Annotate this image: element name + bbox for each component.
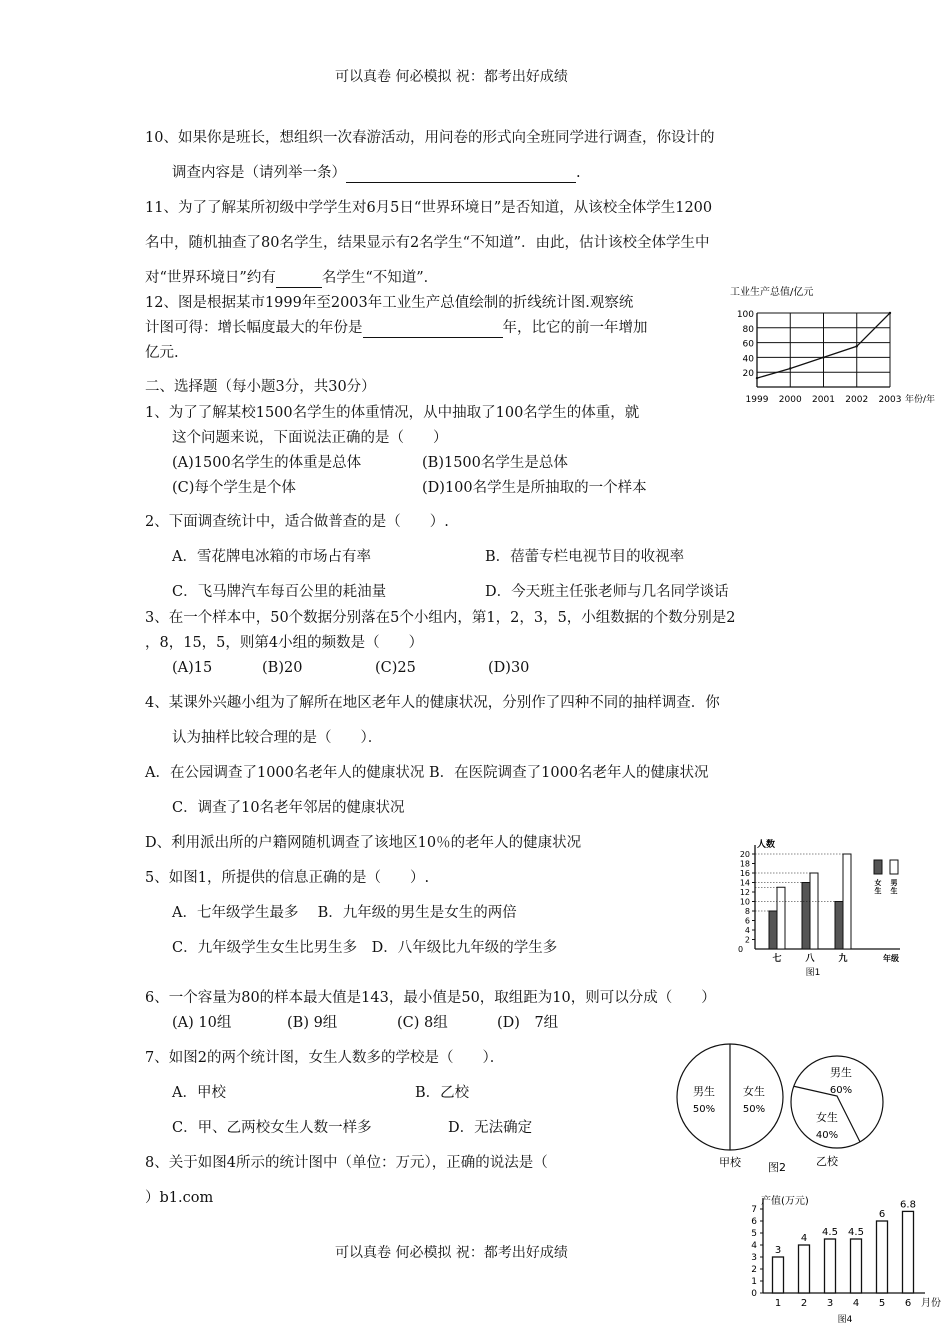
bar <box>877 1221 888 1293</box>
x-tick-label: 6 <box>904 1298 912 1309</box>
mc8-stem-line2: ）b1.com <box>145 1190 214 1206</box>
bar-value-label: 6.8 <box>900 1199 916 1211</box>
y-tick-label: 2 <box>751 1265 757 1275</box>
y-tick-label: 4 <box>751 1241 757 1251</box>
y-tick-label: 60 <box>742 339 754 350</box>
y-tick-label: 80 <box>742 324 754 335</box>
mc5-stem: 5、如图1，所提供的信息正确的是（ ）. <box>145 870 430 886</box>
y-tick-label: 10 <box>739 897 750 907</box>
q10-period: . <box>576 165 581 181</box>
x-axis-label: 月份 <box>921 1298 941 1309</box>
y-tick-label: 1 <box>751 1277 757 1287</box>
bar-female <box>835 902 843 950</box>
bar-male <box>810 873 818 949</box>
y-tick-label: 4 <box>744 926 750 935</box>
q12-suffix: 年，比它的前一年增加 <box>502 320 648 336</box>
mc4-stem-line1: 4、某课外兴趣小组为了解所在地区老年人的健康状况，分别作了四种不同的抽样调查．你 <box>145 695 720 711</box>
mc5-options-cd[interactable]: C．九年级学生女生比男生多 D．八年级比九年级的学生多 <box>172 940 558 956</box>
x-tick-label: 2003 <box>878 395 902 405</box>
x-tick-label: 2 <box>800 1298 808 1309</box>
y-tick-label: 40 <box>742 354 754 365</box>
chart-title: 工业生产总值/亿元 <box>730 287 814 298</box>
mc8-stem-line1: 8、关于如图4所示的统计图中（单位：万元），正确的说法是（ <box>145 1155 548 1171</box>
y-tick-label: 100 <box>736 310 754 320</box>
y-tick-label: 6 <box>744 916 750 926</box>
bar-value-label: 4.5 <box>848 1227 864 1238</box>
q12-line1: 12、图是根据某市1999年至2003年工业生产总值绘制的折线统计图.观察统 <box>145 295 634 311</box>
mc6-option-b[interactable]: (B) 9组 <box>287 1015 338 1031</box>
slice-percent: 60% <box>829 1085 853 1096</box>
x-tick-label: 九 <box>838 954 848 964</box>
mc2-option-b[interactable]: B．蓓蕾专栏电视节目的收视率 <box>485 549 685 565</box>
data-point <box>822 356 824 358</box>
bar-female <box>802 883 810 950</box>
q12-line2 <box>145 318 648 338</box>
mc4-stem-line2: 认为抽样比较合理的是（ ）． <box>172 730 383 746</box>
answer-blank[interactable] <box>276 272 322 288</box>
mc1-option-a[interactable]: (A)1500名学生的体重是总体 <box>172 455 362 471</box>
mc5-options-ab[interactable]: A．七年级学生最多 B．九年级的男生是女生的两倍 <box>172 905 517 921</box>
pie-name: 甲校 <box>719 1156 741 1169</box>
bar <box>851 1239 862 1293</box>
mc3-stem-line2: ，8，15，5，则第4小组的频数是（ ） <box>145 635 424 651</box>
data-point <box>789 367 791 369</box>
mc2-option-a[interactable]: A．雪花牌电冰箱的市场占有率 <box>172 549 371 565</box>
monthly-output-bar-chart <box>735 1190 945 1340</box>
legend-swatch-female <box>874 860 882 874</box>
bar-value-label: 3 <box>774 1245 782 1256</box>
slice-percent: 40% <box>815 1130 839 1141</box>
q12-line3: 亿元. <box>145 345 179 361</box>
q11-line1: 11、为了了解某所初级中学学生对6月5日“世界环境日”是否知道，从该校全体学生1200 <box>145 200 713 216</box>
q11-prompt: 对“世界环境日”约有 <box>145 270 276 286</box>
mc3-option-d[interactable]: (D)30 <box>488 660 530 676</box>
figure-caption: 图4 <box>837 1315 853 1325</box>
mc4-option-c[interactable]: C．调查了10名老年邻居的健康状况 <box>172 800 405 816</box>
legend-swatch-male <box>890 860 898 874</box>
data-point <box>756 377 758 379</box>
bar-value-label: 4.5 <box>822 1227 838 1238</box>
data-point <box>889 312 891 314</box>
y-tick-label: 18 <box>739 859 750 869</box>
bar-value-label: 4 <box>800 1233 808 1244</box>
mc2-option-c[interactable]: C．飞马牌汽车每百公里的耗油量 <box>172 584 387 600</box>
q11-suffix: 名学生“不知道”． <box>321 270 439 286</box>
q10-prompt: 调查内容是（请列举一条） <box>172 165 346 181</box>
y-tick-label: 7 <box>751 1205 757 1215</box>
y-tick-label: 20 <box>739 850 750 859</box>
bar <box>903 1211 914 1293</box>
mc1-option-d[interactable]: (D)100名学生是所抽取的一个样本 <box>422 480 647 496</box>
x-tick-label: 4 <box>852 1298 860 1309</box>
pie-name: 乙校 <box>816 1155 838 1168</box>
mc7-option-d[interactable]: D．无法确定 <box>448 1120 533 1136</box>
x-tick-label: 3 <box>826 1298 834 1309</box>
page-footer: 可以真卷 何必模拟 祝：都考出好成绩 <box>335 1245 568 1261</box>
y-tick-label: 2 <box>744 935 750 945</box>
section-heading: 二、选择题（每小题3分，共30分） <box>145 379 376 395</box>
legend-label-top: 女 <box>874 879 882 887</box>
y-tick-label: 3 <box>751 1253 757 1263</box>
legend-label-bottom: 生 <box>874 887 882 895</box>
slice-percent: 50% <box>742 1104 766 1115</box>
x-tick-label: 2000 <box>778 395 802 405</box>
x-tick-label: 5 <box>878 1298 886 1309</box>
mc7-option-c[interactable]: C．甲、乙两校女生人数一样多 <box>172 1120 372 1136</box>
mc6-stem: 6、一个容量为80的样本最大值是143，最小值是50，取组距为10，则可以分成（ ） <box>145 990 716 1006</box>
x-tick-label: 1 <box>774 1298 782 1309</box>
y-tick-label: 0 <box>738 945 744 954</box>
mc4-option-d[interactable]: D、利用派出所的户籍网随机调查了该地区10％的老年人的健康状况 <box>145 835 582 851</box>
legend-label-bottom: 生 <box>890 887 898 895</box>
mc3-option-c[interactable]: (C)25 <box>375 660 416 676</box>
figure-caption: 图2 <box>768 1161 786 1174</box>
y-tick-label: 16 <box>739 869 750 878</box>
x-tick-label: 八 <box>805 954 815 964</box>
bar <box>773 1257 784 1293</box>
y-tick-label: 12 <box>739 888 750 897</box>
slice-label: 男生 <box>830 1066 852 1079</box>
bar-male <box>777 887 785 949</box>
y-tick-label: 8 <box>744 907 750 916</box>
q10-line2 <box>172 163 581 183</box>
x-tick-label: 2002 <box>845 395 869 405</box>
x-tick-label: 2001 <box>812 395 835 405</box>
grade-bar-chart <box>735 835 915 980</box>
mc1-stem-line1: 1、为了了解某校1500名学生的体重情况，从中抽取了100名学生的体重，就 <box>145 405 640 421</box>
mc3-stem-line1: 3、在一个样本中，50个数据分别落在5个小组内，第1，2，3，5，小组数据的个数分别是2 <box>145 610 736 626</box>
y-tick-label: 6 <box>751 1217 757 1227</box>
slice-label: 女生 <box>743 1085 765 1098</box>
q11-line2: 名中，随机抽查了80名学生，结果显示有2名学生“不知道”．由此，估计该校全体学生中 <box>145 235 710 251</box>
y-tick-label: 20 <box>742 369 754 380</box>
mc6-option-d[interactable]: (D) 7组 <box>497 1015 559 1031</box>
mc1-option-b[interactable]: (B)1500名学生是总体 <box>422 455 568 471</box>
bar-female <box>769 911 777 949</box>
slice-label: 女生 <box>816 1111 838 1124</box>
mc4-options-ab[interactable]: A．在公园调查了1000名老年人的健康状况 B．在医院调查了1000名老年人的健康状况 <box>145 765 709 781</box>
mc1-option-c[interactable]: (C)每个学生是个体 <box>172 480 296 496</box>
bar <box>799 1245 810 1293</box>
answer-blank[interactable] <box>346 167 576 183</box>
bar <box>825 1239 836 1293</box>
mc3-option-b[interactable]: (B)20 <box>262 660 303 676</box>
x-tick-label: 1999 <box>745 395 769 405</box>
slice-percent: 50% <box>692 1104 716 1115</box>
figure-caption: 图1 <box>805 968 821 978</box>
page-header: 可以真卷 何必模拟 祝：都考出好成绩 <box>335 69 568 85</box>
mc6-option-c[interactable]: (C) 8组 <box>397 1015 448 1031</box>
mc1-stem-line2: 这个问题来说，下面说法正确的是（ ） <box>172 430 448 446</box>
q10-line1: 10、如果你是班长，想组织一次春游活动，用问卷的形式向全班同学进行调查，你设计的 <box>145 130 715 146</box>
mc7-stem: 7、如图2的两个统计图，女生人数多的学校是（ ）． <box>145 1050 505 1066</box>
data-point <box>856 345 858 347</box>
school-pie-charts <box>675 1040 910 1175</box>
mc6-option-a[interactable]: (A) 10组 <box>172 1015 232 1031</box>
y-axis-label: 人数 <box>757 840 776 850</box>
mc2-option-d[interactable]: D．今天班主任张老师与几名同学谈话 <box>485 584 729 600</box>
x-axis-label: 年份/年 <box>905 395 936 405</box>
bar-male <box>843 854 851 949</box>
y-tick-label: 5 <box>751 1229 757 1239</box>
q11-line3 <box>145 268 438 288</box>
mc7-option-b[interactable]: B．乙校 <box>415 1085 470 1101</box>
x-tick-label: 七 <box>772 954 782 964</box>
mc2-stem: 2、下面调查统计中，适合做普查的是（ ）. <box>145 514 449 530</box>
q12-prompt: 计图可得：增长幅度最大的年份是 <box>145 320 363 336</box>
slice-label: 男生 <box>693 1085 715 1098</box>
line-chart <box>725 280 936 415</box>
bar-value-label: 6 <box>878 1209 886 1220</box>
mc3-option-a[interactable]: (A)15 <box>172 660 213 676</box>
legend-label-top: 男 <box>890 879 898 887</box>
answer-blank[interactable] <box>363 322 503 338</box>
y-tick-label: 14 <box>739 878 750 888</box>
y-tick-label: 0 <box>751 1289 757 1299</box>
x-axis-label: 年级 <box>883 954 899 963</box>
y-axis-label: 产值(万元) <box>761 1196 809 1207</box>
mc7-option-a[interactable]: A．甲校 <box>172 1085 226 1101</box>
